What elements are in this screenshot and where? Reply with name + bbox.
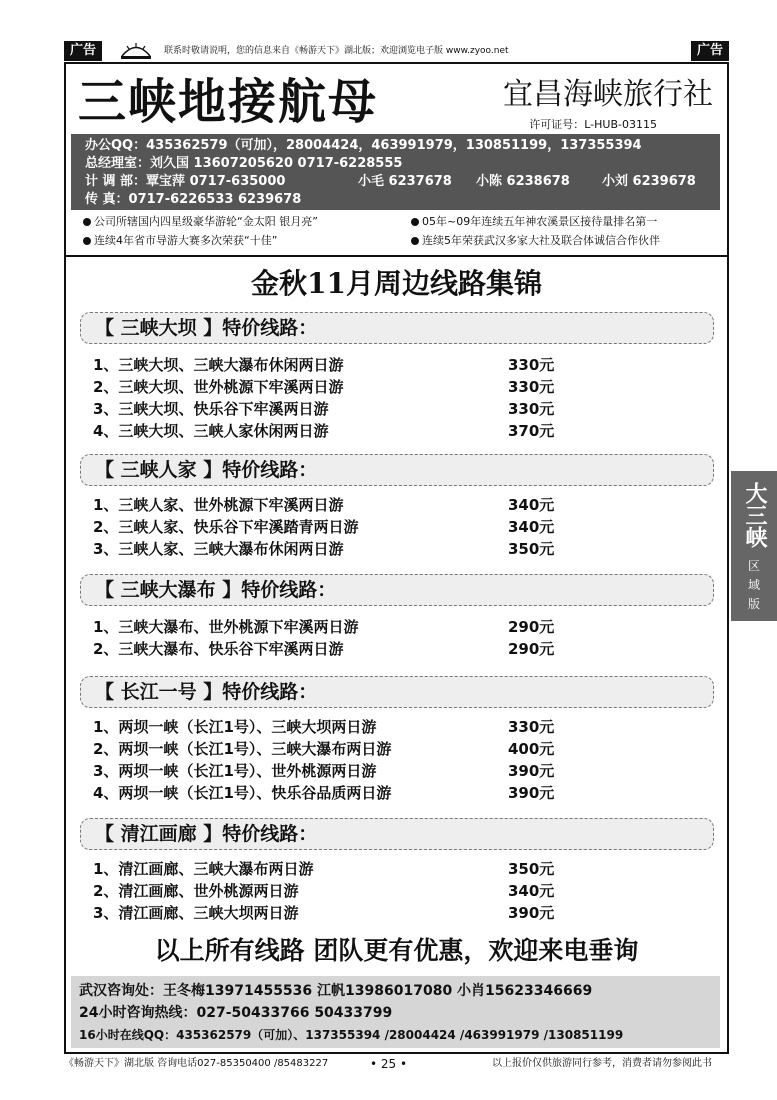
side-tab xyxy=(731,471,777,621)
route-price: 290元 xyxy=(508,618,555,636)
bullet-item: 连续4年省市导游大赛多次荣获“十佳” xyxy=(83,232,277,250)
bullet-dot-icon xyxy=(411,237,419,245)
route-price: 350元 xyxy=(508,540,555,558)
route-price: 290元 xyxy=(508,640,555,658)
section-title: 【 三峡人家 】特价线路： xyxy=(95,459,318,481)
section-title: 【 三峡大坝 】特价线路： xyxy=(95,317,318,339)
offer-banner: 以上所有线路 团队更有优惠，欢迎来电垂询 xyxy=(154,936,639,965)
route-item: 1、清江画廊、三峡大瀑布两日游 xyxy=(93,860,314,878)
route-item: 1、两坝一峡（长江1号）、三峡大坝两日游 xyxy=(93,718,377,736)
honors-bullets xyxy=(71,211,720,253)
contact-fax: 传 真：0717-6226533 6239678 xyxy=(85,192,302,207)
agency-name: 宜昌海峡旅行社 xyxy=(503,77,713,112)
main-heading: 金秋11月周边线路集锦 xyxy=(251,267,542,300)
dispatch-xiaochen: 小陈 6238678 xyxy=(476,174,570,189)
route-item: 2、清江画廊、世外桃源两日游 xyxy=(93,882,299,900)
route-price: 370元 xyxy=(508,422,555,440)
footer-left: 《畅游天下》湖北版 咨询电话027-85350400 /85483227 xyxy=(64,1058,329,1069)
consult-wuhan: 武汉咨询处：王冬梅13971455536 江帆13986017080 小肖15623346669 xyxy=(79,983,593,999)
route-price: 340元 xyxy=(508,496,555,514)
section-title: 【 三峡大瀑布 】特价线路： xyxy=(95,579,337,601)
top-strip xyxy=(64,41,729,61)
section-title: 【 长江一号 】特价线路： xyxy=(95,681,318,703)
route-price: 330元 xyxy=(508,718,555,736)
route-item: 2、三峡大瀑布、快乐谷下牢溪两日游 xyxy=(93,640,344,658)
footer-right: 以上报价仅供旅游同行参考，消费者请勿参阅此书 xyxy=(492,1058,712,1069)
brand-title: 三峡地接航母 xyxy=(78,74,379,130)
route-item: 3、两坝一峡（长江1号）、世外桃源两日游 xyxy=(93,762,377,780)
side-tab-title: 大三峡 xyxy=(742,482,767,548)
license-number: 许可证号：L-HUB-03115 xyxy=(529,118,657,131)
route-price: 330元 xyxy=(508,378,555,396)
bullet-dot-icon xyxy=(411,218,419,226)
route-item: 2、三峡大坝、世外桃源下牢溪两日游 xyxy=(93,378,344,396)
route-item: 3、三峡人家、三峡大瀑布休闲两日游 xyxy=(93,540,344,558)
route-price: 340元 xyxy=(508,518,555,536)
side-tab-label: 区 域 版 xyxy=(747,559,760,611)
section-bar-sanxia-dam xyxy=(80,312,714,344)
bullet-dot-icon xyxy=(83,218,91,226)
dispatch-main: 计 调 部：覃宝萍 0717-635000 xyxy=(85,174,286,189)
route-price: 340元 xyxy=(508,882,555,900)
magazine-logo-icon xyxy=(116,41,156,61)
route-item: 1、三峡大瀑布、世外桃源下牢溪两日游 xyxy=(93,618,359,636)
route-item: 3、三峡大坝、快乐谷下牢溪两日游 xyxy=(93,400,329,418)
strip-text: 联系时敬请说明，您的信息来自《畅游天下》湖北版；欢迎浏览电子版 www.zyoo.net xyxy=(164,46,509,56)
contact-dispatch xyxy=(85,172,715,191)
route-price: 400元 xyxy=(508,740,555,758)
dispatch-xiaomao: 小毛 6237678 xyxy=(358,174,452,189)
dispatch-xiaoliu: 小刘 6239678 xyxy=(602,174,696,189)
ad-tag-left: 广告 xyxy=(64,41,102,61)
route-price: 390元 xyxy=(508,762,555,780)
bullet-item: 05年~09年连续五年神农溪景区接待量排名第一 xyxy=(411,213,657,231)
section-bar-sanxia-renjia xyxy=(80,454,714,486)
consult-online-qq: 16小时在线QQ：435362579（可加）、137355394 /28004424 /463991979 /130851199 xyxy=(79,1028,624,1042)
bullet-dot-icon xyxy=(83,237,91,245)
route-price: 390元 xyxy=(508,784,555,802)
ad-frame xyxy=(64,62,729,1054)
bullet-item: 连续5年荣获武汉多家大社及联合体诚信合作伙伴 xyxy=(411,232,660,250)
consult-box xyxy=(71,976,720,1048)
route-item: 2、三峡人家、快乐谷下牢溪踏青两日游 xyxy=(93,518,359,536)
route-price: 390元 xyxy=(508,904,555,922)
route-item: 1、三峡人家、世外桃源下牢溪两日游 xyxy=(93,496,344,514)
route-item: 4、三峡大坝、三峡人家休闲两日游 xyxy=(93,422,329,440)
section-bar-changjiang xyxy=(80,676,714,708)
route-price: 350元 xyxy=(508,860,555,878)
consult-hotline: 24小时咨询热线：027-50433766 50433799 xyxy=(79,1005,393,1021)
contact-qq: 办公QQ：435362579（可加），28004424，463991979，130851199，137355394 xyxy=(85,138,642,153)
route-item: 4、两坝一峡（长江1号）、快乐谷品质两日游 xyxy=(93,784,392,802)
route-price: 330元 xyxy=(508,400,555,418)
divider xyxy=(66,255,727,257)
contact-box xyxy=(71,134,720,210)
section-bar-waterfall xyxy=(80,574,714,606)
section-bar-qingjiang xyxy=(80,818,714,850)
bullet-item: 公司所辖国内四星级豪华游轮“金太阳 银月亮” xyxy=(83,213,318,231)
route-price: 330元 xyxy=(508,356,555,374)
page-number: • 25 • xyxy=(370,1057,408,1071)
route-item: 3、清江画廊、三峡大坝两日游 xyxy=(93,904,299,922)
route-item: 2、两坝一峡（长江1号）、三峡大瀑布两日游 xyxy=(93,740,392,758)
ad-tag-right: 广告 xyxy=(691,41,729,61)
contact-manager: 总经理室：刘久国 13607205620 0717-6228555 xyxy=(85,156,403,171)
section-title: 【 清江画廊 】特价线路： xyxy=(95,823,318,845)
route-item: 1、三峡大坝、三峡大瀑布休闲两日游 xyxy=(93,356,344,374)
